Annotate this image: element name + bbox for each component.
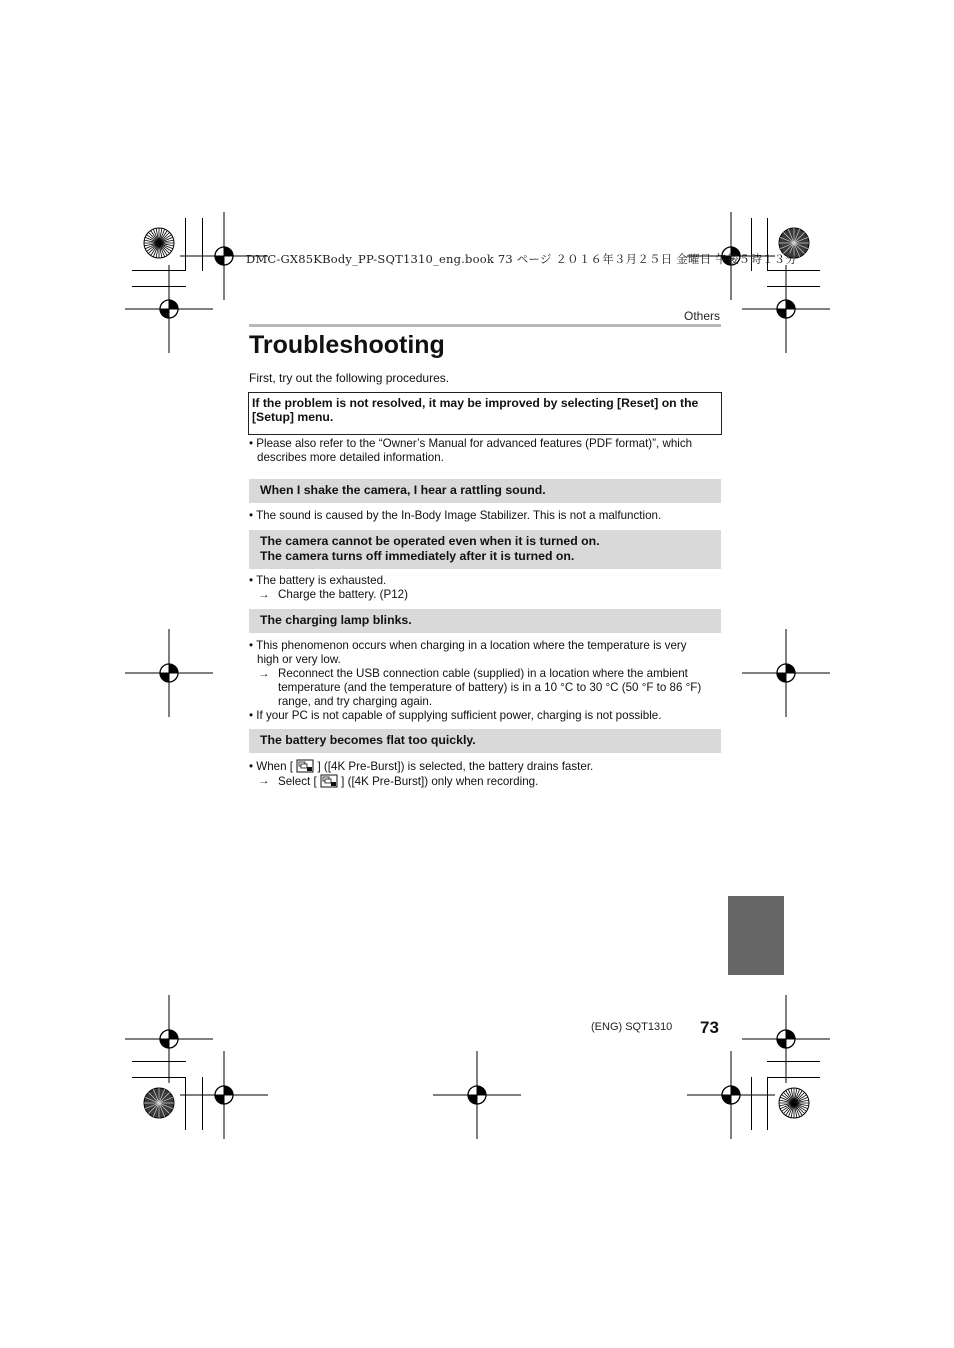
manual-reference-line1: • Please also refer to the “Owner’s Manual for advanced features (PDF format)”, which: [249, 437, 693, 450]
arrow-icon: →: [258, 588, 270, 601]
bullet-text: • The battery is exhausted.: [249, 574, 387, 587]
trouble-heading-power: [249, 530, 721, 569]
trouble-answer-power: [249, 574, 724, 602]
section-label: Others: [683, 309, 720, 323]
page-number: 73: [700, 1018, 719, 1037]
action-line: [249, 667, 724, 681]
section-side-tab: [728, 896, 784, 975]
bullet-text: • This phenomenon occurs when charging in a location where the temperature is very: [249, 639, 687, 652]
action-line: [249, 588, 724, 602]
4k-pre-burst-icon: [320, 774, 338, 788]
trouble-heading-battery: The battery becomes flat too quickly.: [249, 729, 721, 753]
page-title: Troubleshooting: [249, 331, 445, 359]
bullet-text: high or very low.: [257, 653, 341, 666]
intro-text: First, try out the following procedures.: [249, 371, 450, 385]
bullet-text-end: ] ([4K Pre-Burst]) is selected, the battery drains faster.: [317, 760, 594, 773]
manual-reference-line2: describes more detailed information.: [257, 451, 444, 464]
trouble-answer-charging-lamp: [249, 639, 724, 723]
bullet-text-start: • When [: [249, 760, 294, 773]
trouble-answer-rattling: • The sound is caused by the In-Body Image Stabilizer. This is not a malfunction.: [249, 509, 662, 522]
4k-pre-burst-icon: [296, 759, 314, 773]
action-text: Reconnect the USB connection cable (supplied) in a location where the ambient: [278, 667, 688, 680]
print-header: DMC-GX85KBody_PP-SQT1310_eng.book 73 ページ ２０１６年３月２５日 金曜日 午後５時１３分: [246, 252, 798, 266]
arrow-icon: →: [258, 774, 270, 787]
arrow-icon: →: [258, 667, 270, 680]
header-rule: [249, 324, 721, 327]
action-line: [249, 774, 724, 789]
action-text: Charge the battery. (P12): [278, 588, 408, 601]
heading-line: The camera turns off immediately after it is turned on.: [260, 549, 575, 563]
bullet-text: [249, 759, 724, 774]
action-text: temperature (and the temperature of battery) is in a 10 °C to 30 °C (50 °F to 86 °F): [278, 681, 702, 694]
trouble-heading-charging-lamp: The charging lamp blinks.: [249, 609, 721, 633]
action-text-end: ] ([4K Pre-Burst]) only when recording.: [341, 775, 539, 788]
footer-code: (ENG) SQT1310: [591, 1021, 673, 1033]
manual-reference: [249, 437, 724, 465]
action-text: range, and try charging again.: [278, 695, 433, 708]
reset-notice-box: If the problem is not resolved, it may be improved by selecting [Reset] on the [Setup] menu.: [248, 392, 722, 435]
heading-line: The camera cannot be operated even when it is turned on.: [260, 534, 600, 548]
action-text-start: Select [: [278, 775, 317, 788]
trouble-heading-rattling: When I shake the camera, I hear a rattling sound.: [249, 479, 721, 503]
bullet-text: • If your PC is not capable of supplying sufficient power, charging is not possible.: [249, 709, 662, 722]
trouble-answer-battery: [249, 759, 724, 789]
